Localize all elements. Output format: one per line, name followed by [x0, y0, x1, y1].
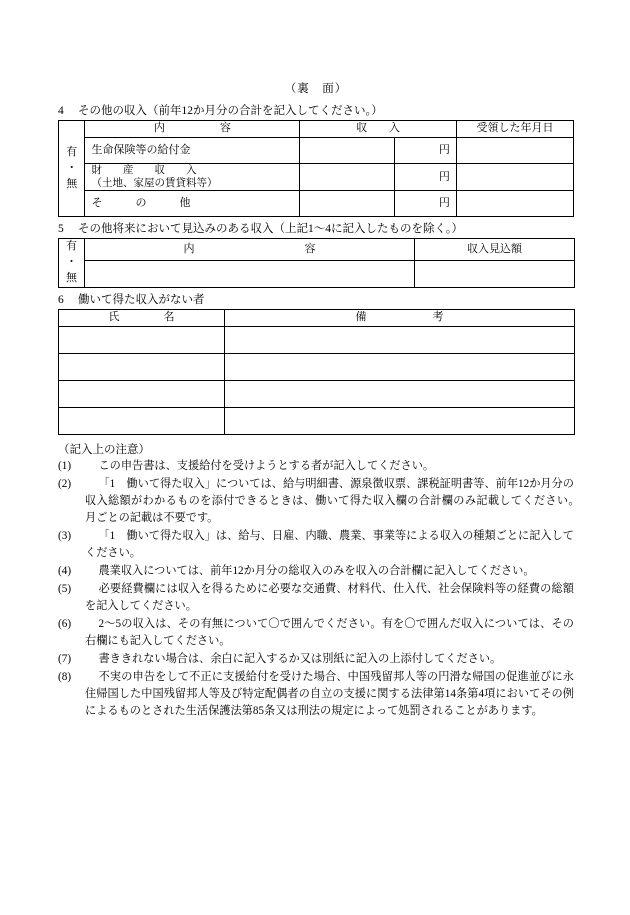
note-item [58, 616, 574, 650]
table-row [59, 261, 575, 288]
note-marker: (8) [58, 671, 72, 684]
note-text-body: 2～5の収入は、その有無について〇で囲んでください。有を〇で囲んだ収入については、その右欄にも記入してください。 [85, 618, 574, 648]
table-row [59, 408, 575, 435]
note-marker: (3) [58, 530, 72, 543]
remarks-input-3[interactable] [225, 381, 575, 408]
note-text [85, 476, 608, 527]
note-marker: (2) [58, 478, 72, 491]
note-text [85, 616, 574, 650]
date-input-other[interactable] [456, 191, 573, 217]
note-item [58, 476, 608, 527]
income-input-other[interactable] [300, 191, 395, 217]
table-row [59, 164, 574, 191]
table-row [59, 354, 575, 381]
yesno-yes[interactable]: 有 [66, 240, 77, 253]
note-text-body: 「1 働いて得た収入」については、給与明細書、源泉徴収票、課税証明書等、前年12か月分の収入総額がわかるものを添付できるときは、働いて得た収入欄の合計欄のみ記載してください。 月ごとの記載は不要です。 [85, 478, 608, 525]
note-item [58, 563, 574, 580]
section-6-title [58, 291, 574, 307]
yesno-no[interactable]: 無 [66, 177, 78, 190]
name-input-3[interactable] [59, 381, 225, 408]
note-text [85, 581, 574, 615]
remarks-input-2[interactable] [225, 354, 575, 381]
table-header-row [59, 310, 575, 327]
yesno-yes[interactable]: 有 [66, 145, 78, 158]
col-header-content: 内 容 [85, 121, 300, 138]
remarks-input-4[interactable] [225, 408, 575, 435]
notes-heading: （記入上の注意） [58, 444, 150, 457]
section-6-table [58, 309, 575, 435]
note-text-body: 書ききれない場合は、余白に記入するか又は別紙に記入の上添付してください。 [98, 653, 502, 666]
note-item [58, 651, 574, 668]
yesno-no[interactable]: 無 [66, 272, 77, 285]
section-4-table [58, 120, 574, 217]
section-5-label: その他将来において見込みのある収入（上記1～4に記入したものを除く。） [78, 223, 464, 236]
table-row [59, 138, 574, 164]
col-header-income: 収 入 [300, 121, 457, 138]
col-header-date: 受領した年月日 [456, 121, 573, 138]
row-label-other: そ の 他 [85, 191, 300, 217]
name-input-2[interactable] [59, 354, 225, 381]
date-input-property[interactable] [456, 164, 573, 191]
table-header-row [59, 239, 575, 261]
amount-input-future-income[interactable] [415, 261, 575, 288]
note-text-body: 必要経費欄には収入を得るために必要な交通費、材料代、仕入代、社会保険料等の経費の総額を記入してください。 [85, 583, 574, 613]
note-text-body: 不実の申告をして不正に支援給付を受けた場合、中国残留邦人等の円滑な帰国の促進並びに永住帰国した中国残留邦人等及び特定配偶者の自立の支援に関する法律第14条第4項においてその例によるものとされた生活保護法第85条又は刑法の規定によって処罰されることがあります。 [85, 671, 574, 718]
note-marker: (6) [58, 618, 72, 631]
section-5-number: 5 [58, 223, 64, 236]
note-text [85, 458, 574, 475]
note-text [85, 669, 574, 720]
name-input-1[interactable] [59, 327, 225, 354]
page-content [58, 80, 608, 721]
name-input-4[interactable] [59, 408, 225, 435]
section-4-number: 4 [58, 105, 64, 117]
col-header-expected-income: 収入見込額 [415, 239, 575, 261]
yesno-sep: ・ [66, 256, 77, 269]
row-label-life-insurance: 生命保険等の給付金 [85, 138, 300, 164]
note-marker: (7) [58, 653, 72, 666]
note-item [58, 581, 574, 615]
table-row [59, 327, 575, 354]
section-5-yesno-cell[interactable] [59, 239, 85, 288]
income-input-life-insurance[interactable] [300, 138, 395, 164]
section-4-label: その他の収入（前年12か月分の合計を記入してください。） [78, 105, 383, 117]
notes-list [58, 458, 608, 720]
note-text-body: 農業収入については、前年12か月分の総収入のみを収入の合計欄に記入してください。 [98, 565, 535, 578]
col-header-name: 氏 名 [59, 310, 225, 327]
note-item [58, 458, 574, 475]
yesno-sep: ・ [66, 161, 78, 174]
note-text [85, 651, 574, 668]
row-label-property-income [85, 164, 300, 191]
note-item [58, 669, 574, 720]
table-row [59, 191, 574, 217]
note-marker: (4) [58, 565, 72, 578]
income-unit-other: 円 [394, 191, 456, 217]
income-input-property[interactable] [300, 164, 395, 191]
income-unit-life-insurance: 円 [394, 138, 456, 164]
section-6-number: 6 [58, 294, 64, 307]
note-text [85, 528, 574, 562]
remarks-input-1[interactable] [225, 327, 575, 354]
content-input-future-income[interactable] [85, 261, 415, 288]
col-header-remarks: 備 考 [225, 310, 575, 327]
section-5-title [58, 220, 574, 236]
table-row [59, 381, 575, 408]
row-label-property-income-line1: 財 産 収 入 [91, 165, 197, 176]
section-4-yesno-cell[interactable] [59, 121, 85, 217]
section-5-table [58, 238, 575, 288]
date-input-life-insurance[interactable] [456, 138, 573, 164]
row-label-property-income-line2: （土地、家屋の賃貸料等） [91, 178, 218, 190]
note-item [58, 528, 574, 562]
table-header-row [59, 121, 574, 138]
section-6-label: 働いて得た収入がない者 [78, 294, 205, 307]
note-text-body: この申告書は、支援給付を受けようとする者が記入してください。 [98, 460, 435, 473]
note-marker: (5) [58, 583, 72, 596]
note-text-body: 「1 働いて得た収入」は、給与、日雇、内職、農業、事業等による収入の種類ごとに記入してください。 [85, 530, 574, 560]
col-header-content: 内 容 [85, 239, 415, 261]
section-4-title [58, 102, 574, 118]
note-text [85, 563, 574, 580]
note-marker: (1) [58, 460, 72, 473]
income-unit-property: 円 [394, 164, 456, 191]
page-header: （裏 面） [284, 83, 348, 95]
